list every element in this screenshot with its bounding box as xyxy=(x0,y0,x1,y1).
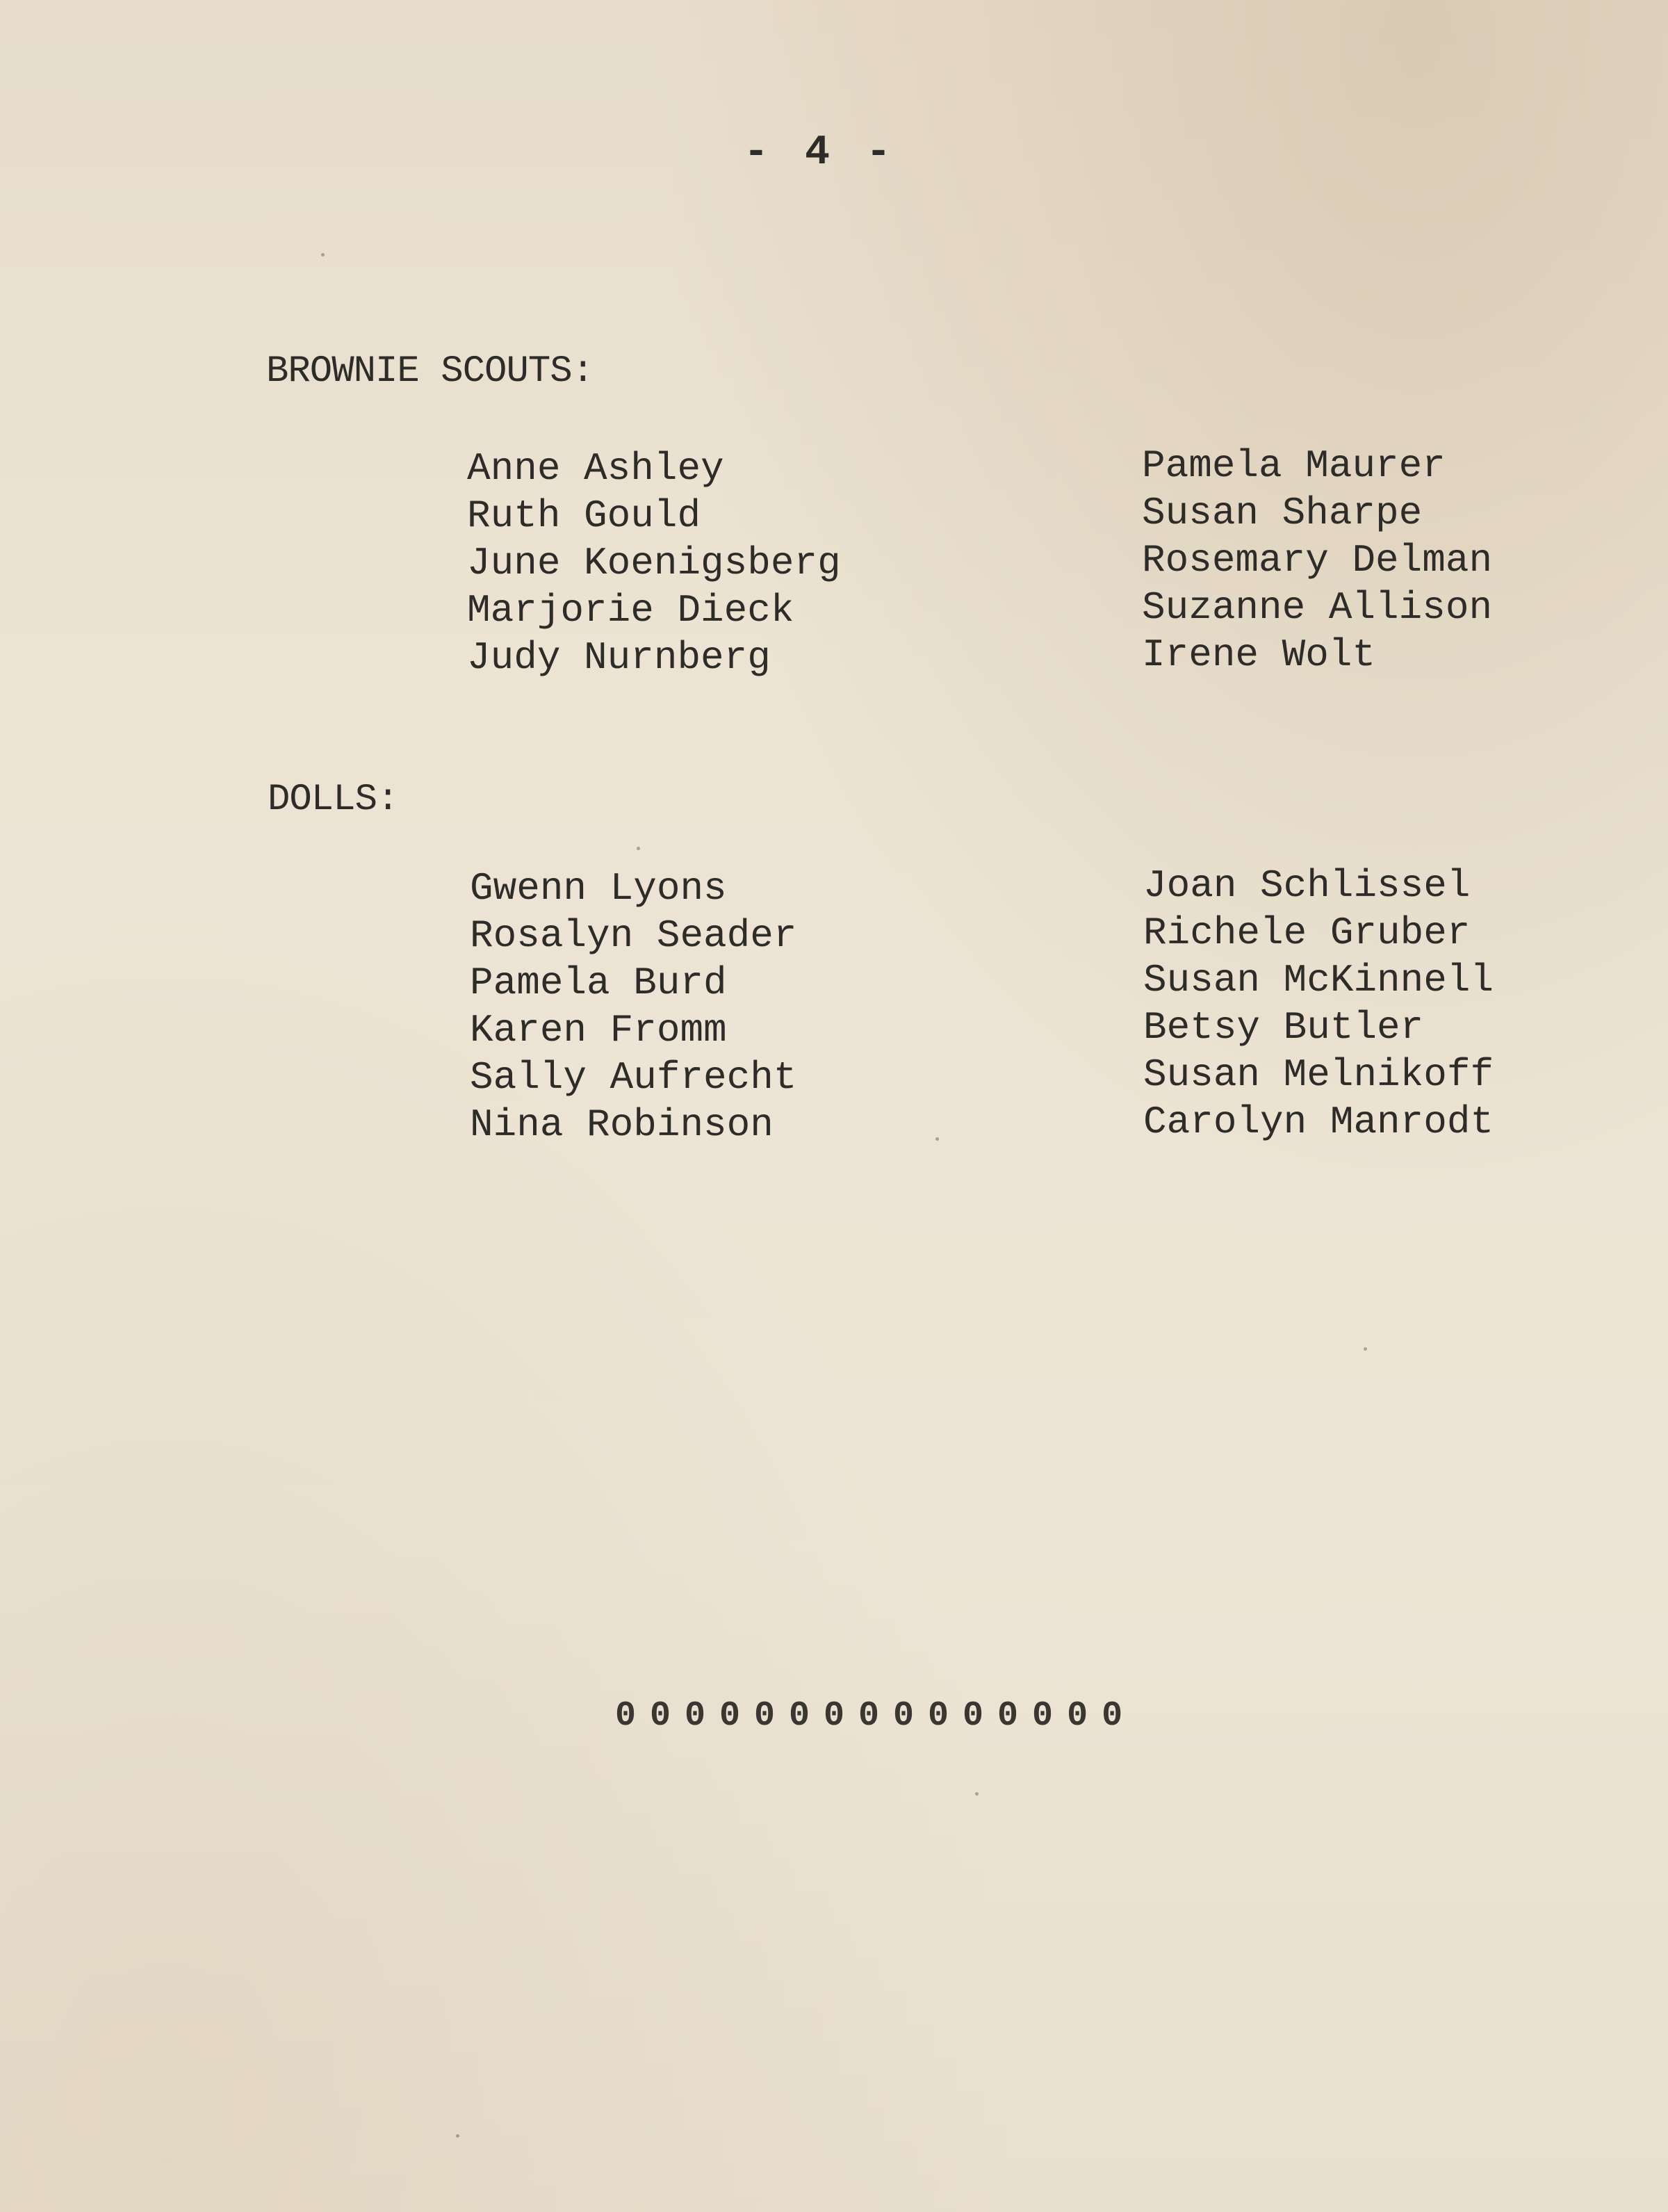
list-item: Rosalyn Seader xyxy=(470,913,797,958)
paper-speck xyxy=(321,253,325,257)
brownie-scouts-left-column xyxy=(467,445,841,681)
paper-speck xyxy=(456,2134,459,2138)
list-item: Pamela Maurer xyxy=(1142,444,1446,488)
list-item: Susan Sharpe xyxy=(1142,491,1423,535)
list-item: Pamela Burd xyxy=(470,961,727,1005)
list-item: Marjorie Dieck xyxy=(467,588,794,633)
dolls-right-column xyxy=(1143,862,1494,1146)
brownie-scouts-right-column xyxy=(1142,442,1492,678)
list-item: Nina Robinson xyxy=(470,1103,774,1147)
list-item: Carolyn Manrodt xyxy=(1143,1100,1494,1144)
list-item: Betsy Butler xyxy=(1143,1005,1424,1050)
list-item: Joan Schlissel xyxy=(1143,863,1471,908)
paper-speck xyxy=(935,1137,939,1141)
list-item: Karen Fromm xyxy=(470,1008,727,1052)
dolls-left-column xyxy=(470,865,796,1148)
list-item: Gwenn Lyons xyxy=(470,866,727,911)
section-heading-brownie-scouts: BROWNIE SCOUTS: xyxy=(266,350,594,393)
list-item: Susan McKinnell xyxy=(1143,958,1494,1002)
list-item: Sally Aufrecht xyxy=(470,1055,797,1100)
list-item: Judy Nurnberg xyxy=(467,635,771,680)
list-item: Anne Ashley xyxy=(467,446,724,491)
page-number: - 4 - xyxy=(744,129,897,177)
list-item: Ruth Gould xyxy=(467,494,701,538)
list-item: June Koenigsberg xyxy=(467,541,841,585)
list-item: Susan Melnikoff xyxy=(1143,1052,1494,1097)
paper-speck xyxy=(637,847,640,850)
section-heading-dolls: DOLLS: xyxy=(268,779,399,821)
list-item: Suzanne Allison xyxy=(1142,585,1493,630)
list-item: Richele Gruber xyxy=(1143,911,1471,955)
typed-divider: 000000000000000 xyxy=(615,1696,1137,1736)
paper-speck xyxy=(1364,1347,1367,1351)
list-item: Rosemary Delman xyxy=(1142,538,1493,583)
list-item: Irene Wolt xyxy=(1142,633,1376,677)
paper-speck xyxy=(975,1792,979,1796)
